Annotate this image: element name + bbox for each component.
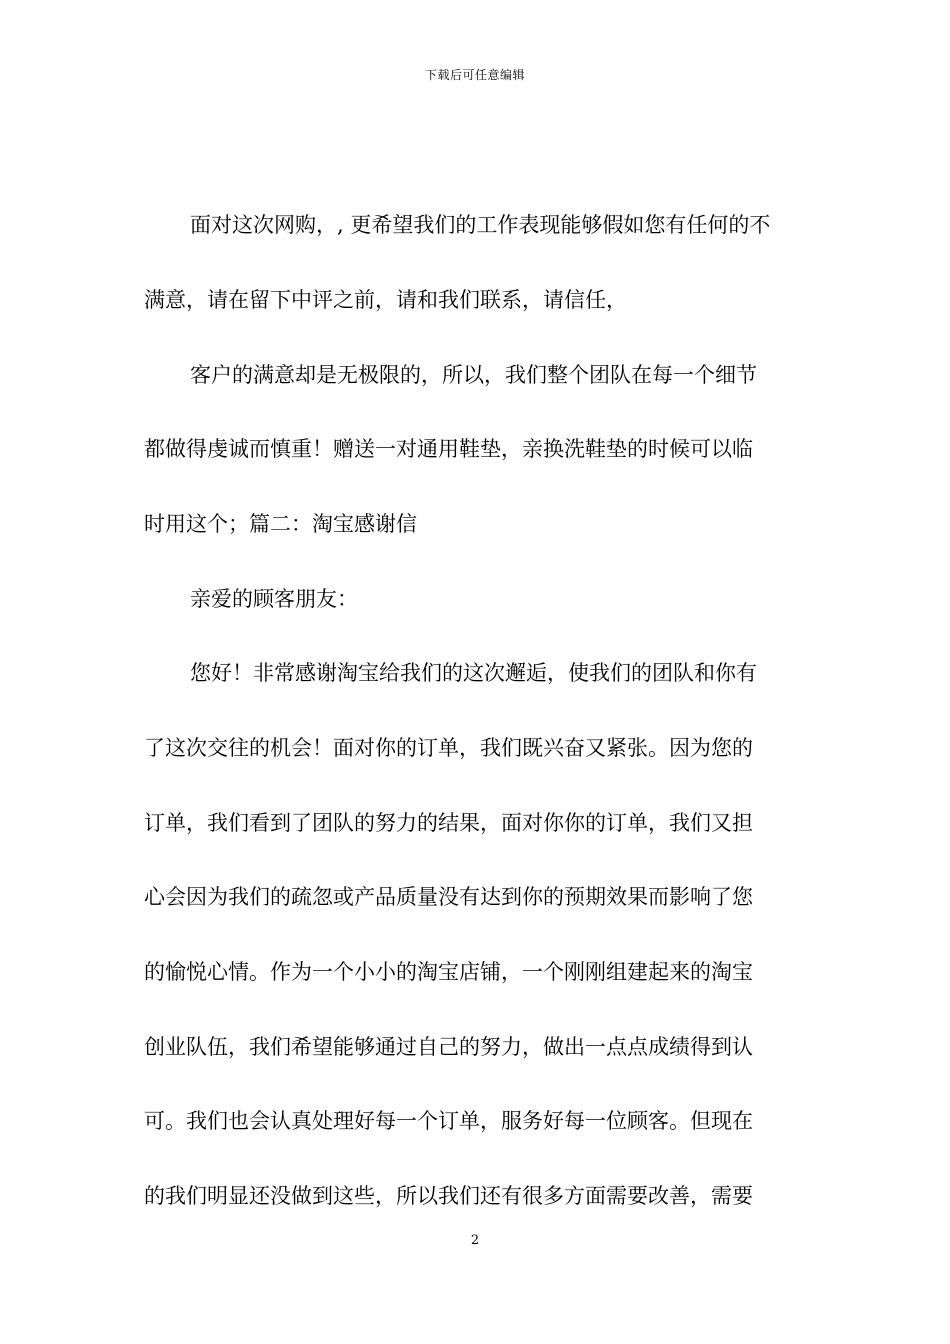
paragraph-line: 了这次交往的机会！面对你的订单，我们既兴奋又紧张。因为您的 (144, 736, 753, 760)
paragraph-line: 客户的满意却是无极限的，所以，我们整个团队在每一个细节 (190, 363, 757, 387)
paragraph-line: 可。我们也会认真处理好每一个订单，服务好每一位顾客。但现在 (144, 1109, 753, 1133)
paragraph-line: 满意，请在留下中评之前，请和我们联系，请信任， (144, 288, 627, 312)
paragraph-line: 的我们明显还没做到这些，所以我们还有很多方面需要改善，需要 (144, 1184, 753, 1208)
paragraph-line: 都做得虔诚而慎重！赠送一对通用鞋垫，亲换洗鞋垫的时候可以临 (144, 437, 753, 461)
paragraph-line: 创业队伍，我们希望能够通过自己的努力，做出一点点成绩得到认 (144, 1035, 753, 1059)
paragraph-line: 面对这次网购，, 更希望我们的工作表现能够假如您有任何的不 (190, 213, 771, 237)
page-header: 下载后可任意编辑 (424, 68, 525, 82)
paragraph-line: 订单，我们看到了团队的努力的结果，面对你你的订单，我们又担 (144, 811, 753, 835)
paragraph-line: 的愉悦心情。作为一个小小的淘宝店铺，一个刚刚组建起来的淘宝 (144, 960, 753, 984)
paragraph-line: 您好！非常感谢淘宝给我们的这次邂逅，使我们的团队和你有 (190, 661, 757, 685)
page-number: 2 (470, 1233, 480, 1248)
paragraph-line: 时用这个；篇二：淘宝感谢信 (144, 512, 417, 536)
salutation-line: 亲爱的顾客朋友： (190, 587, 358, 611)
paragraph-line: 心会因为我们的疏忽或产品质量没有达到你的预期效果而影响了您 (144, 885, 753, 909)
